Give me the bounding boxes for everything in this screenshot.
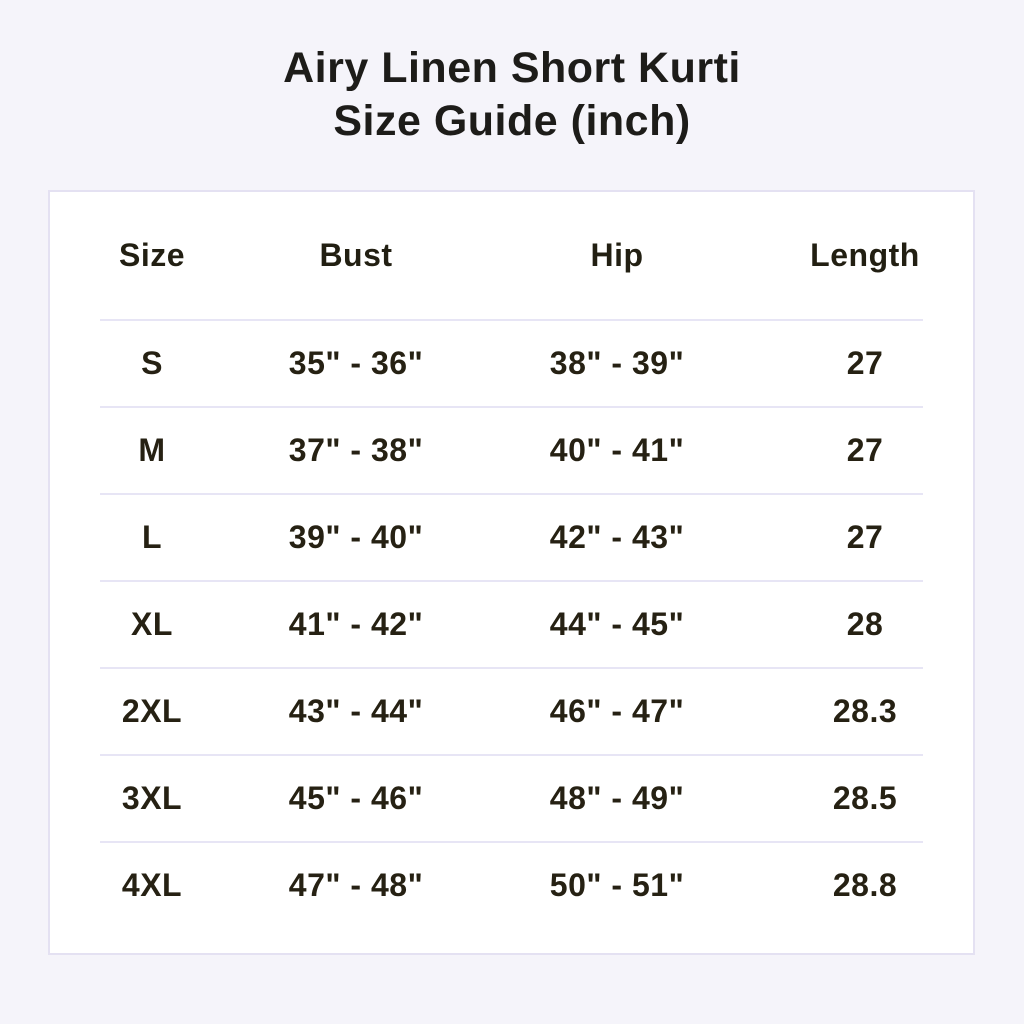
cell-size: 4XL bbox=[121, 867, 183, 903]
cell-size: L bbox=[141, 519, 163, 555]
cell-bust: 37" - 38" bbox=[288, 432, 424, 468]
column-header-hip: Hip bbox=[590, 237, 644, 273]
cell-bust: 39" - 40" bbox=[288, 519, 424, 555]
cell-length: 28.8 bbox=[832, 867, 898, 903]
cell-length: 27 bbox=[846, 432, 884, 468]
cell-size: 2XL bbox=[121, 693, 183, 729]
column-header-size: Size bbox=[118, 237, 186, 273]
cell-size: M bbox=[138, 432, 166, 468]
cell-hip: 40" - 41" bbox=[549, 432, 685, 468]
table-row-2xl bbox=[50, 669, 973, 754]
cell-bust: 41" - 42" bbox=[288, 606, 424, 642]
cell-length: 28.3 bbox=[832, 693, 898, 729]
cell-length: 27 bbox=[846, 519, 884, 555]
table-row-s bbox=[50, 321, 973, 406]
column-header-length: Length bbox=[810, 237, 920, 273]
page-title-line1: Airy Linen Short Kurti bbox=[283, 44, 741, 92]
cell-size: 3XL bbox=[121, 780, 183, 816]
cell-size: S bbox=[141, 345, 163, 381]
table-row-4xl bbox=[50, 843, 973, 928]
page-title bbox=[0, 0, 1024, 148]
table-row-m bbox=[50, 408, 973, 493]
column-header-bust: Bust bbox=[319, 237, 393, 273]
page-title-line2: Size Guide (inch) bbox=[333, 97, 691, 145]
cell-bust: 35" - 36" bbox=[288, 345, 424, 381]
table-header-row bbox=[50, 192, 973, 319]
cell-length: 27 bbox=[846, 345, 884, 381]
cell-hip: 46" - 47" bbox=[549, 693, 685, 729]
cell-length: 28.5 bbox=[832, 780, 898, 816]
table-row-xl bbox=[50, 582, 973, 667]
cell-hip: 50" - 51" bbox=[549, 867, 685, 903]
cell-hip: 42" - 43" bbox=[549, 519, 685, 555]
cell-hip: 44" - 45" bbox=[549, 606, 685, 642]
cell-bust: 43" - 44" bbox=[288, 693, 424, 729]
table-row-3xl bbox=[50, 756, 973, 841]
cell-bust: 47" - 48" bbox=[288, 867, 424, 903]
cell-size: XL bbox=[131, 606, 173, 642]
table-row-l bbox=[50, 495, 973, 580]
size-guide-card bbox=[48, 190, 975, 955]
cell-hip: 48" - 49" bbox=[549, 780, 685, 816]
cell-length: 28 bbox=[846, 606, 884, 642]
cell-hip: 38" - 39" bbox=[549, 345, 685, 381]
cell-bust: 45" - 46" bbox=[288, 780, 424, 816]
